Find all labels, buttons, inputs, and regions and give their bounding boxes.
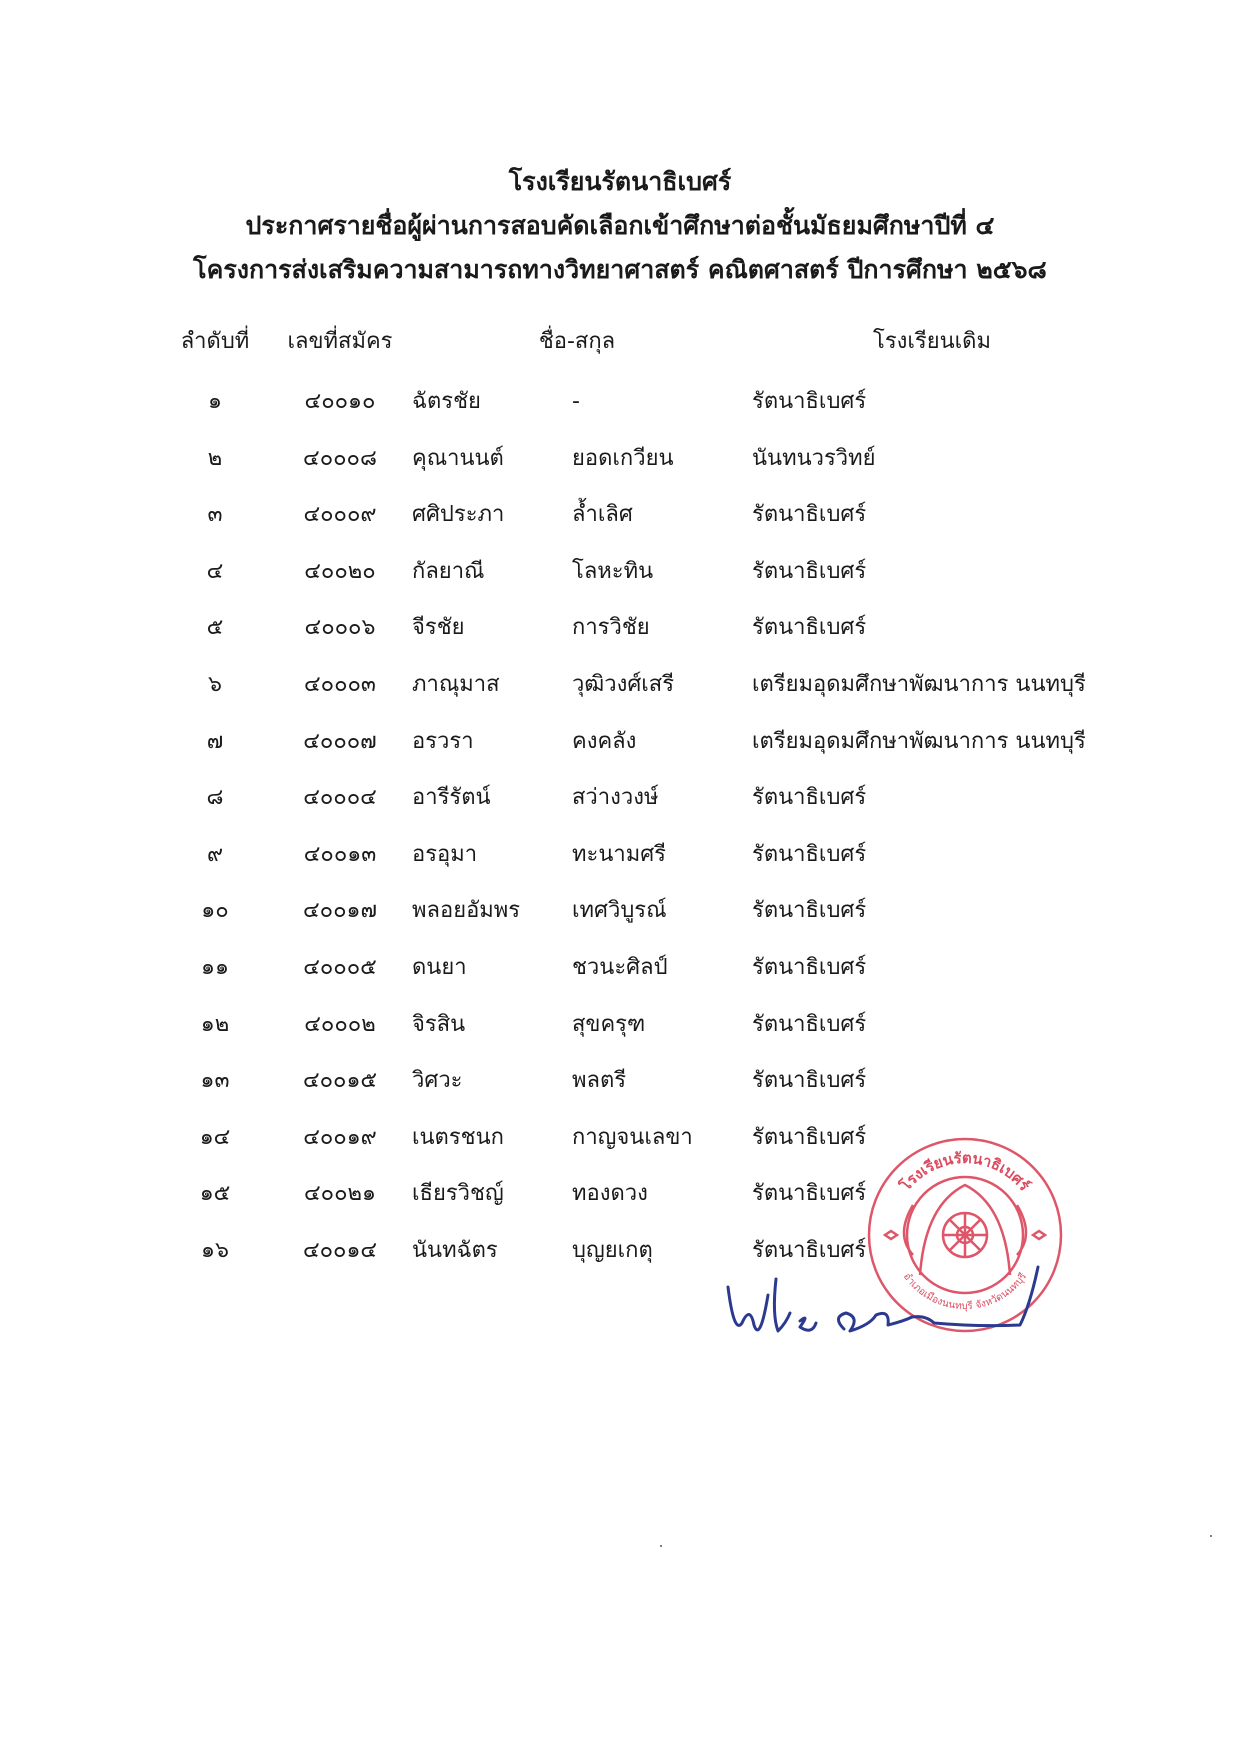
previous-school-cell: รัตนาธิเบศร์ bbox=[752, 1181, 867, 1207]
application-no-cell: ๔๐๐๑๗ bbox=[302, 898, 377, 924]
order-cell: ๔ bbox=[206, 558, 224, 584]
previous-school-cell: รัตนาธิเบศร์ bbox=[752, 841, 867, 867]
first-name-cell: อรอุมา bbox=[412, 841, 478, 867]
last-name-cell: สว่างวงษ์ bbox=[572, 785, 659, 811]
previous-school-cell: นันทนวรวิทย์ bbox=[752, 445, 876, 471]
application-no-cell: ๔๐๐๐๔ bbox=[303, 785, 377, 811]
signature bbox=[720, 1265, 1050, 1355]
last-name-cell: พลตรี bbox=[572, 1068, 627, 1094]
first-name-cell: ศศิประภา bbox=[412, 502, 505, 528]
application-no-cell: ๔๐๐๐๖ bbox=[304, 615, 376, 641]
first-name-cell: จิรสิน bbox=[412, 1011, 466, 1037]
column-header-name: ชื่อ-สกุล bbox=[538, 329, 616, 354]
order-cell: ๕ bbox=[206, 615, 224, 641]
previous-school-cell: รัตนาธิเบศร์ bbox=[752, 1068, 867, 1094]
previous-school-cell: รัตนาธิเบศร์ bbox=[752, 558, 867, 584]
application-no-cell: ๔๐๐๑๐ bbox=[304, 389, 376, 414]
scan-speck bbox=[660, 1545, 662, 1547]
application-no-cell: ๔๐๐๒๑ bbox=[304, 1181, 376, 1207]
last-name-cell: การวิชัย bbox=[572, 615, 650, 641]
previous-school-cell: รัตนาธิเบศร์ bbox=[752, 1011, 867, 1037]
application-no-cell: ๔๐๐๐๗ bbox=[303, 728, 377, 754]
previous-school-cell: รัตนาธิเบศร์ bbox=[752, 1124, 867, 1150]
order-cell: ๑๔ bbox=[199, 1124, 231, 1150]
table-row bbox=[0, 608, 1240, 665]
application-no-cell: ๔๐๐๐๙ bbox=[303, 502, 377, 528]
order-cell: ๓ bbox=[207, 502, 223, 528]
previous-school-cell: รัตนาธิเบศร์ bbox=[752, 502, 867, 528]
column-header-school: โรงเรียนเดิม bbox=[873, 329, 991, 354]
previous-school-cell: รัตนาธิเบศร์ bbox=[752, 615, 867, 641]
column-header-application-no: เลขที่สมัคร bbox=[287, 329, 393, 354]
table-header-row bbox=[0, 322, 1240, 382]
last-name-cell: สุขครุฑ bbox=[572, 1011, 646, 1037]
first-name-cell: วิศวะ bbox=[412, 1068, 463, 1094]
first-name-cell: เธียรวิชญ์ bbox=[412, 1181, 504, 1207]
previous-school-cell: รัตนาธิเบศร์ bbox=[752, 389, 867, 414]
last-name-cell: ยอดเกวียน bbox=[572, 445, 674, 471]
order-cell: ๑๒ bbox=[200, 1011, 230, 1037]
previous-school-cell: เตรียมอุดมศึกษาพัฒนาการ นนทบุรี bbox=[752, 728, 1086, 754]
stamp-top-text: โรงเรียนรัตนาธิเบศร์ bbox=[896, 1148, 1034, 1195]
application-no-cell: ๔๐๐๐๒ bbox=[304, 1011, 376, 1037]
table-row bbox=[0, 382, 1240, 439]
table-row bbox=[0, 1005, 1240, 1062]
table-row bbox=[0, 778, 1240, 835]
table-row bbox=[0, 1061, 1240, 1118]
order-cell: ๘ bbox=[206, 785, 224, 811]
order-cell: ๑๕ bbox=[199, 1181, 231, 1207]
first-name-cell: กัลยาณี bbox=[412, 558, 485, 584]
order-cell: ๑ bbox=[208, 389, 222, 414]
first-name-cell: คุณานนต์ bbox=[412, 445, 504, 471]
table-row bbox=[0, 439, 1240, 496]
first-name-cell: อรวรา bbox=[412, 728, 474, 754]
stamp-bottom-text: อำเภอเมืองนนทบุรี จังหวัดนนทบุรี bbox=[900, 1271, 1030, 1313]
application-no-cell: ๔๐๐๑๔ bbox=[302, 1237, 378, 1263]
application-no-cell: ๔๐๐๑๙ bbox=[303, 1124, 377, 1150]
first-name-cell: พลอยอัมพร bbox=[412, 898, 521, 924]
application-no-cell: ๔๐๐๐๘ bbox=[303, 445, 377, 471]
last-name-cell: ล้ำเลิศ bbox=[572, 502, 633, 528]
table-row bbox=[0, 948, 1240, 1005]
scan-speck bbox=[1210, 1535, 1212, 1537]
column-header-order: ลำดับที่ bbox=[180, 329, 250, 354]
first-name-cell: ภาณุมาส bbox=[412, 671, 500, 697]
first-name-cell: อารีรัตน์ bbox=[412, 785, 491, 811]
first-name-cell: เนตรชนก bbox=[412, 1124, 504, 1150]
application-no-cell: ๔๐๐๐๓ bbox=[304, 671, 376, 697]
order-cell: ๑๑ bbox=[201, 954, 229, 980]
table-row bbox=[0, 665, 1240, 722]
order-cell: ๗ bbox=[206, 728, 224, 754]
table-row bbox=[0, 891, 1240, 948]
last-name-cell: คงคลัง bbox=[572, 728, 637, 754]
order-cell: ๑๓ bbox=[200, 1068, 230, 1094]
application-no-cell: ๔๐๐๒๐ bbox=[304, 558, 376, 584]
last-name-cell: ทะนามศรี bbox=[572, 841, 666, 867]
order-cell: ๙ bbox=[206, 841, 224, 867]
last-name-cell: บุญยเกตุ bbox=[572, 1237, 653, 1263]
announcement-title: ประกาศรายชื่อผู้ผ่านการสอบคัดเลือกเข้าศึกษาต่อชั้นมัธยมศึกษาปีที่ ๔ bbox=[245, 211, 995, 240]
order-cell: ๑๐ bbox=[201, 898, 229, 924]
svg-text:โรงเรียนรัตนาธิเบศร์ bbox=[895, 1149, 1034, 1195]
first-name-cell: ฉัตรชัย bbox=[412, 389, 481, 414]
application-no-cell: ๔๐๐๑๓ bbox=[303, 841, 377, 867]
last-name-cell: เทศวิบูรณ์ bbox=[572, 898, 667, 924]
previous-school-cell: รัตนาธิเบศร์ bbox=[752, 785, 867, 811]
last-name-cell: โลหะทิน bbox=[572, 558, 654, 584]
application-no-cell: ๔๐๐๑๕ bbox=[302, 1068, 378, 1094]
application-no-cell: ๔๐๐๐๕ bbox=[303, 954, 377, 980]
table-row bbox=[0, 495, 1240, 552]
last-name-cell: วุฒิวงศ์เสรี bbox=[572, 671, 675, 697]
table-row bbox=[0, 722, 1240, 779]
program-title: โครงการส่งเสริมความสามารถทางวิทยาศาสตร์ คณิตศาสตร์ ปีการศึกษา ๒๕๖๘ bbox=[193, 255, 1047, 284]
previous-school-cell: รัตนาธิเบศร์ bbox=[752, 1237, 867, 1263]
order-cell: ๑๖ bbox=[201, 1237, 229, 1263]
first-name-cell: ดนยา bbox=[412, 954, 467, 980]
last-name-cell: ชวนะศิลป์ bbox=[572, 954, 668, 980]
order-cell: ๒ bbox=[207, 445, 223, 471]
first-name-cell: จีรชัย bbox=[412, 615, 465, 641]
previous-school-cell: เตรียมอุดมศึกษาพัฒนาการ นนทบุรี bbox=[752, 671, 1086, 697]
document-header bbox=[0, 160, 1240, 292]
school-name-title: โรงเรียนรัตนาธิเบศร์ bbox=[508, 167, 732, 196]
first-name-cell: นันทฉัตร bbox=[412, 1237, 498, 1263]
table-row bbox=[0, 835, 1240, 892]
last-name-cell: กาญจนเลขา bbox=[572, 1124, 693, 1150]
last-name-cell: - bbox=[572, 389, 580, 414]
table-row bbox=[0, 552, 1240, 609]
last-name-cell: ทองดวง bbox=[572, 1181, 648, 1207]
previous-school-cell: รัตนาธิเบศร์ bbox=[752, 898, 867, 924]
previous-school-cell: รัตนาธิเบศร์ bbox=[752, 954, 867, 980]
order-cell: ๖ bbox=[208, 671, 222, 697]
